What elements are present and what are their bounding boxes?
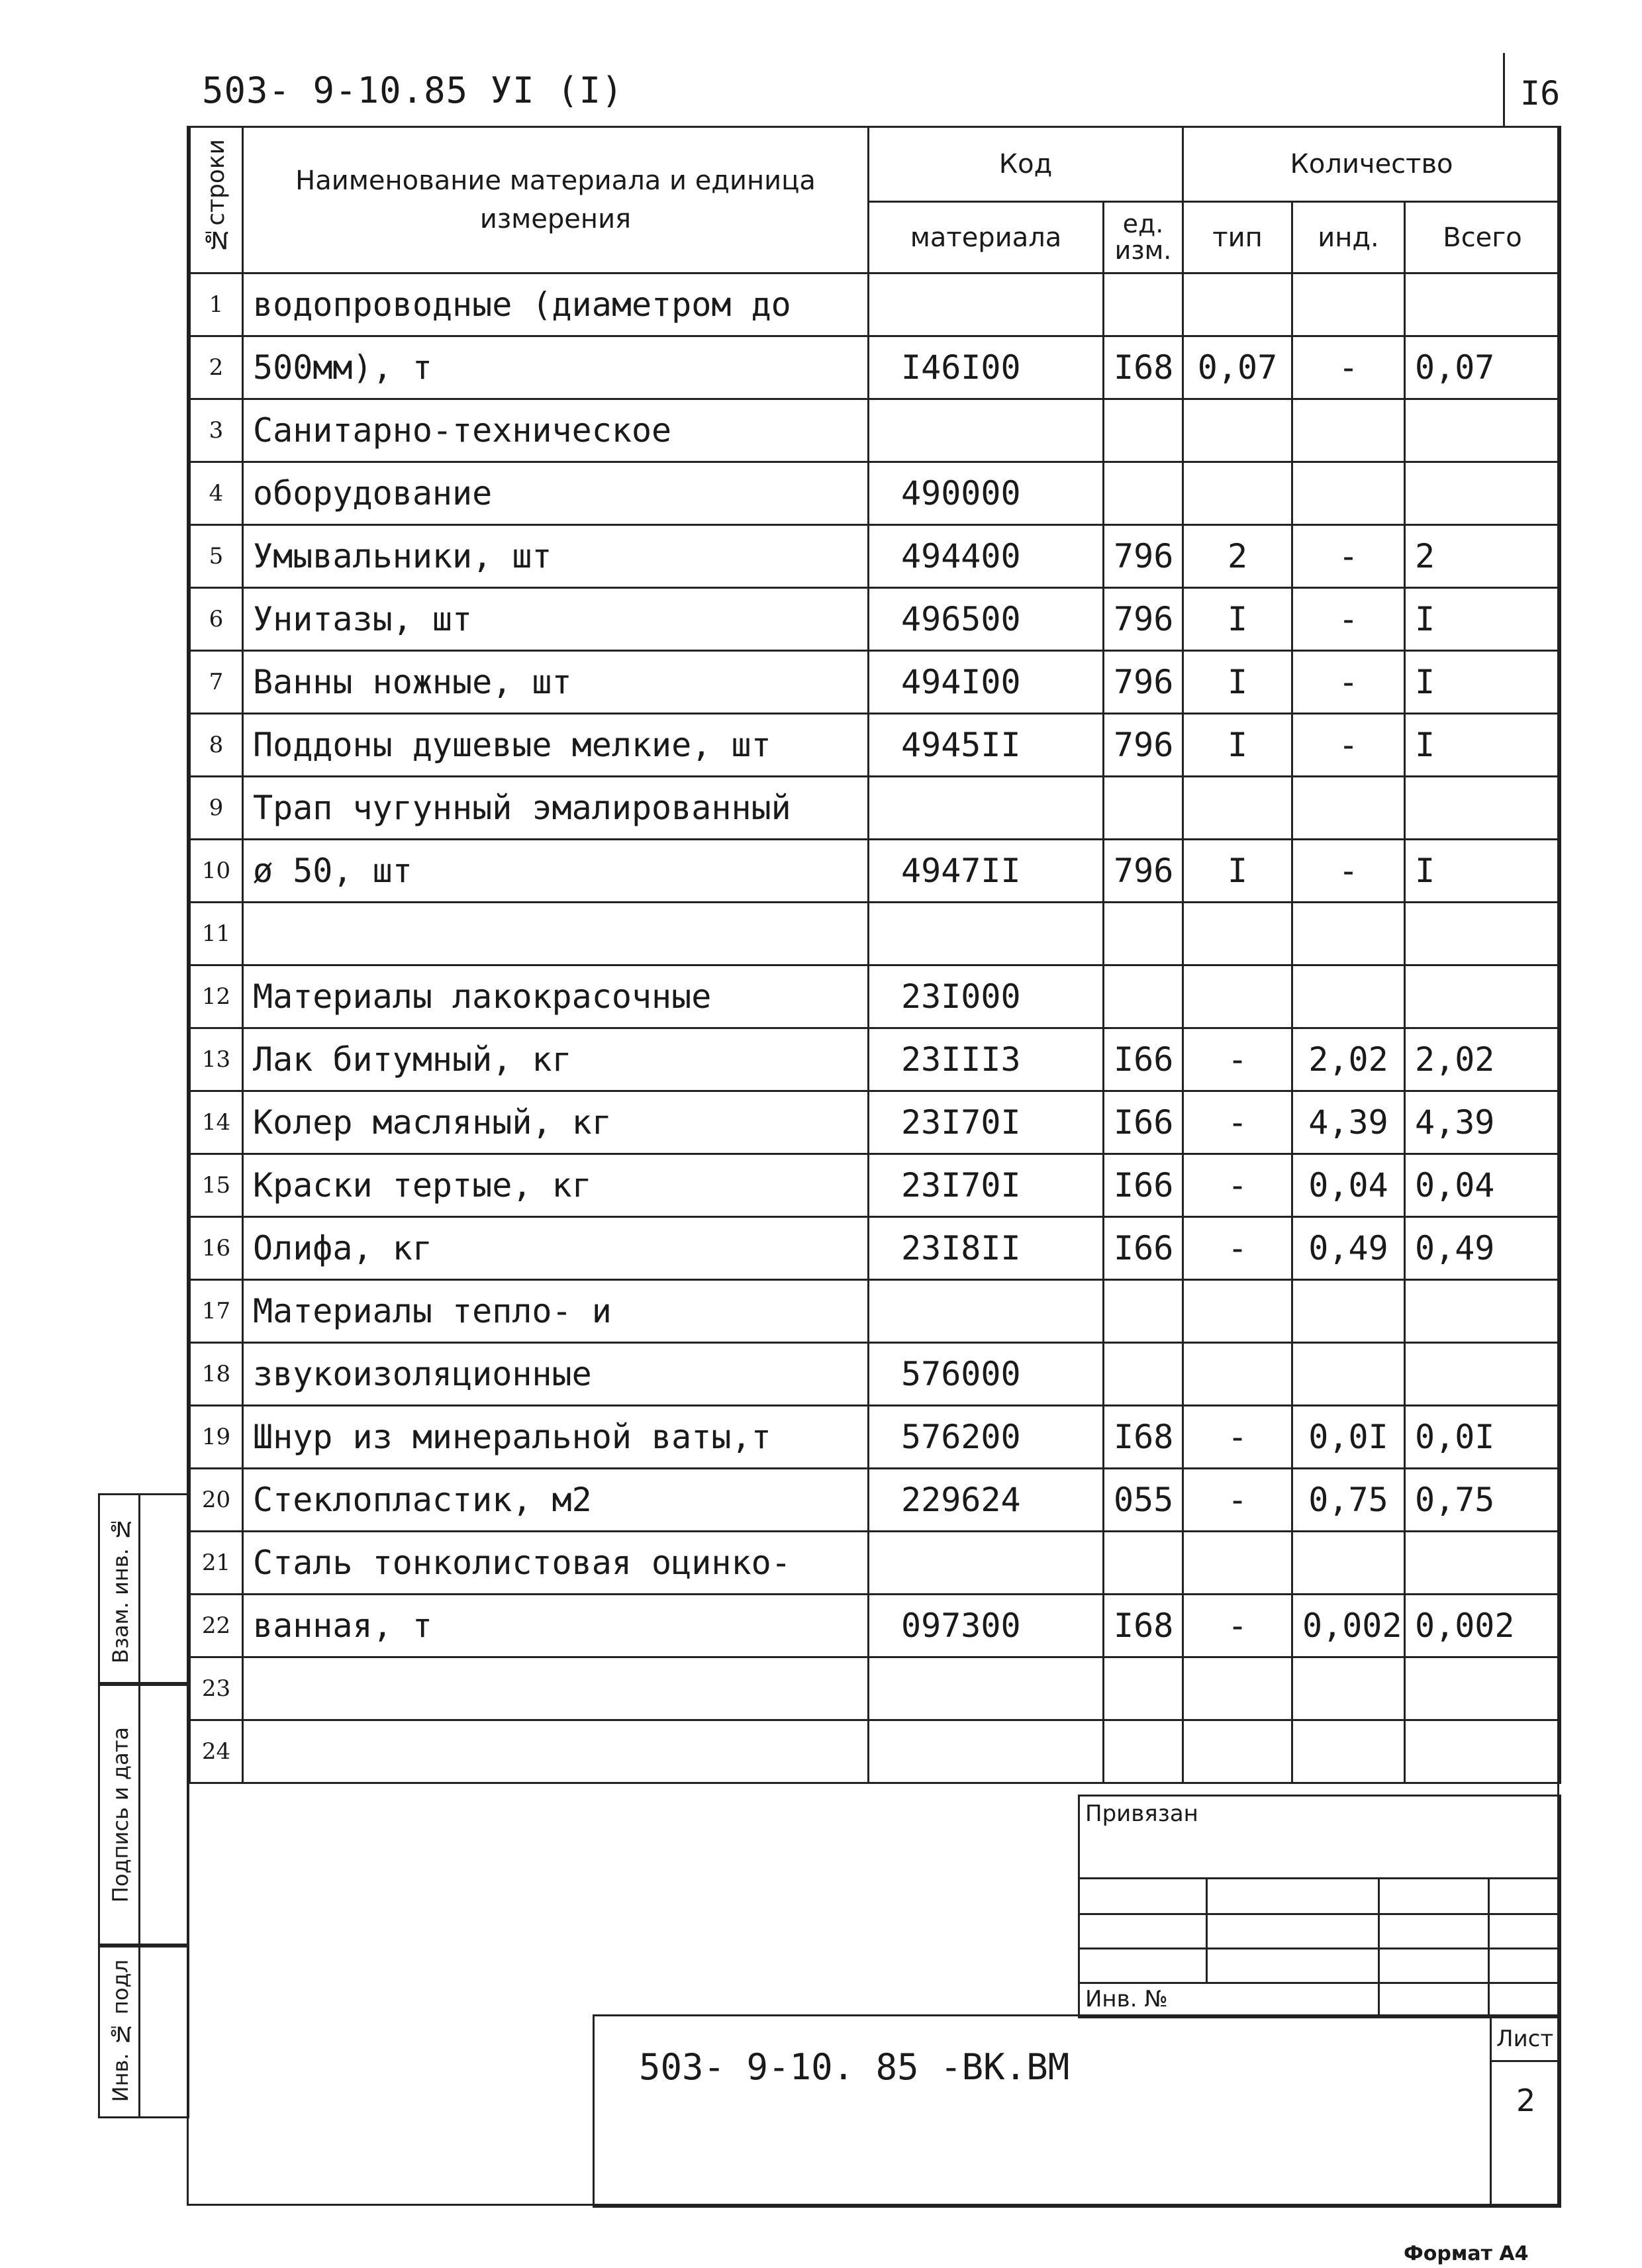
row-number: 15 — [190, 1154, 243, 1217]
unit-code: I68 — [1104, 336, 1183, 399]
total-subheader: Всего — [1405, 202, 1561, 273]
material-code — [869, 1720, 1104, 1783]
qty-type — [1183, 399, 1292, 462]
material-code: 496500 — [869, 588, 1104, 651]
table-row — [190, 1532, 1561, 1595]
qty-ind — [1292, 1532, 1405, 1595]
unit-code — [1104, 903, 1183, 965]
unit-code — [1104, 1343, 1183, 1406]
row-number: 9 — [190, 777, 243, 840]
qty-type: - — [1183, 1469, 1292, 1532]
table-row — [190, 1028, 1561, 1091]
material-code — [869, 903, 1104, 965]
row-number: 19 — [190, 1406, 243, 1469]
table-row — [190, 1720, 1561, 1783]
table-row — [190, 588, 1561, 651]
table-row — [190, 1657, 1561, 1720]
qty-ind — [1292, 777, 1405, 840]
attached-label: Привязан — [1085, 1800, 1198, 1827]
qty-type: - — [1183, 1154, 1292, 1217]
unit-code: I68 — [1104, 1406, 1183, 1469]
qty-total — [1405, 777, 1561, 840]
material-name: Олифа, кг — [243, 1217, 869, 1280]
material-name: Стеклопластик, м2 — [243, 1469, 869, 1532]
qty-type — [1183, 1657, 1292, 1720]
material-code: 494I00 — [869, 651, 1104, 714]
unit-code: I66 — [1104, 1217, 1183, 1280]
unit-code: 796 — [1104, 840, 1183, 903]
unit-code — [1104, 1280, 1183, 1343]
qty-type — [1183, 1280, 1292, 1343]
qty-total — [1405, 1657, 1561, 1720]
row-number: 16 — [190, 1217, 243, 1280]
unit-code — [1104, 1720, 1183, 1783]
material-name: Сталь тонколистовая оцинко- — [243, 1532, 869, 1595]
qty-type — [1183, 1343, 1292, 1406]
qty-ind — [1292, 903, 1405, 965]
qty-type: - — [1183, 1028, 1292, 1091]
qty-type: 0,07 — [1183, 336, 1292, 399]
row-number: 24 — [190, 1720, 243, 1783]
material-code: 576000 — [869, 1343, 1104, 1406]
unit-code — [1104, 965, 1183, 1028]
material-name — [243, 1657, 869, 1720]
table-row — [190, 1154, 1561, 1217]
table-row — [190, 714, 1561, 777]
title-block — [593, 2014, 1561, 2208]
qty-ind — [1292, 1657, 1405, 1720]
unit-code: I66 — [1104, 1154, 1183, 1217]
material-name: Умывальники, шт — [243, 525, 869, 588]
qty-ind — [1292, 273, 1405, 336]
material-code: 23I000 — [869, 965, 1104, 1028]
material-code: 097300 — [869, 1595, 1104, 1657]
qty-total: 2 — [1405, 525, 1561, 588]
ind-subheader: инд. — [1292, 202, 1405, 273]
qty-type — [1183, 1720, 1292, 1783]
row-number: 20 — [190, 1469, 243, 1532]
qty-ind: 0,002 — [1292, 1595, 1405, 1657]
qty-total: I — [1405, 714, 1561, 777]
qty-total: I — [1405, 840, 1561, 903]
row-number: 17 — [190, 1280, 243, 1343]
table-row — [190, 336, 1561, 399]
unit-code — [1104, 399, 1183, 462]
qty-ind: 0,0I — [1292, 1406, 1405, 1469]
qty-ind: 0,75 — [1292, 1469, 1405, 1532]
qty-total: 2,02 — [1405, 1028, 1561, 1091]
side-stamp-inv-zam: Взам. инв. № — [98, 1493, 189, 1686]
qty-ind: - — [1292, 525, 1405, 588]
material-code: 23I70I — [869, 1154, 1104, 1217]
format-label: Формат А4 — [1404, 2242, 1529, 2265]
unit-code: 796 — [1104, 525, 1183, 588]
qty-ind: - — [1292, 336, 1405, 399]
qty-total: 0,07 — [1405, 336, 1561, 399]
material-name: Материалы тепло- и — [243, 1280, 869, 1343]
table-row — [190, 1217, 1561, 1280]
unit-code: 796 — [1104, 714, 1183, 777]
qty-total: 0,49 — [1405, 1217, 1561, 1280]
qty-total: I — [1405, 588, 1561, 651]
table-row — [190, 1091, 1561, 1154]
unit-code — [1104, 1657, 1183, 1720]
table-row — [190, 840, 1561, 903]
qty-type: I — [1183, 588, 1292, 651]
material-code: 23I70I — [869, 1091, 1104, 1154]
material-name: водопроводные (диаметром до — [243, 273, 869, 336]
table-row — [190, 651, 1561, 714]
qty-total — [1405, 462, 1561, 525]
qty-type: I — [1183, 651, 1292, 714]
material-name: Краски тертые, кг — [243, 1154, 869, 1217]
row-number: 10 — [190, 840, 243, 903]
qty-type: - — [1183, 1091, 1292, 1154]
row-number: 22 — [190, 1595, 243, 1657]
qty-ind: 0,04 — [1292, 1154, 1405, 1217]
qty-ind — [1292, 1343, 1405, 1406]
row-number: 1 — [190, 273, 243, 336]
material-code — [869, 1280, 1104, 1343]
qty-type — [1183, 777, 1292, 840]
material-name: Санитарно-техническое — [243, 399, 869, 462]
qty-type — [1183, 273, 1292, 336]
material-code — [869, 273, 1104, 336]
drawing-code: 503- 9-10. 85 -ВК.ВМ — [639, 2046, 1070, 2088]
material-name: Шнур из минеральной ваты,т — [243, 1406, 869, 1469]
row-number: 8 — [190, 714, 243, 777]
material-name: Унитазы, шт — [243, 588, 869, 651]
unit-code: I68 — [1104, 1595, 1183, 1657]
qty-type: - — [1183, 1406, 1292, 1469]
table-row — [190, 1343, 1561, 1406]
row-number: 21 — [190, 1532, 243, 1595]
material-name: звукоизоляционные — [243, 1343, 869, 1406]
qty-type: I — [1183, 714, 1292, 777]
qty-type: - — [1183, 1217, 1292, 1280]
page-number: I6 — [1520, 74, 1561, 113]
qty-type: I — [1183, 840, 1292, 903]
table-row — [190, 1280, 1561, 1343]
qty-ind — [1292, 462, 1405, 525]
side-stamp-sign-date: Подпись и дата — [98, 1682, 189, 1948]
material-code: 4945II — [869, 714, 1104, 777]
page-divider — [1503, 53, 1505, 126]
material-code — [869, 1532, 1104, 1595]
qty-total — [1405, 965, 1561, 1028]
qty-type: - — [1183, 1595, 1292, 1657]
quantity-header: Количество — [1183, 127, 1561, 202]
qty-ind — [1292, 1280, 1405, 1343]
table-row — [190, 777, 1561, 840]
code-header: Код — [869, 127, 1183, 202]
material-name: ø 50, шт — [243, 840, 869, 903]
qty-total — [1405, 273, 1561, 336]
row-number: 14 — [190, 1091, 243, 1154]
material-name: Поддоны душевые мелкие, шт — [243, 714, 869, 777]
unit-code — [1104, 273, 1183, 336]
table-row — [190, 1595, 1561, 1657]
material-code — [869, 777, 1104, 840]
row-number: 13 — [190, 1028, 243, 1091]
sheet-label: Лист — [1496, 2026, 1554, 2052]
row-number: 18 — [190, 1343, 243, 1406]
name-header: Наименование материала и единица измерения — [243, 127, 869, 273]
table-row — [190, 399, 1561, 462]
material-name: Материалы лакокрасочные — [243, 965, 869, 1028]
material-code: I46I00 — [869, 336, 1104, 399]
material-name: ванная, т — [243, 1595, 869, 1657]
row-number: 7 — [190, 651, 243, 714]
row-number: 2 — [190, 336, 243, 399]
table-row — [190, 1469, 1561, 1532]
material-code: 490000 — [869, 462, 1104, 525]
qty-total: 0,75 — [1405, 1469, 1561, 1532]
material-code: 576200 — [869, 1406, 1104, 1469]
qty-total: 0,0I — [1405, 1406, 1561, 1469]
material-name: Лак битумный, кг — [243, 1028, 869, 1091]
qty-total: I — [1405, 651, 1561, 714]
material-name — [243, 903, 869, 965]
row-number: 3 — [190, 399, 243, 462]
qty-ind: 2,02 — [1292, 1028, 1405, 1091]
qty-type — [1183, 903, 1292, 965]
qty-type — [1183, 965, 1292, 1028]
material-code: 23I8II — [869, 1217, 1104, 1280]
qty-ind: - — [1292, 651, 1405, 714]
document-code: 503- 9-10.85 УI (I) — [202, 70, 624, 111]
row-number-header: №строки — [190, 127, 243, 273]
material-code: 229624 — [869, 1469, 1104, 1532]
material-name: Ванны ножные, шт — [243, 651, 869, 714]
row-number: 12 — [190, 965, 243, 1028]
material-name — [243, 1720, 869, 1783]
row-number: 6 — [190, 588, 243, 651]
qty-total — [1405, 1720, 1561, 1783]
material-name: оборудование — [243, 462, 869, 525]
table-row — [190, 965, 1561, 1028]
unit-code: I66 — [1104, 1028, 1183, 1091]
qty-total — [1405, 1343, 1561, 1406]
side-stamp-inv-podl: Инв. № подл — [98, 1944, 189, 2118]
material-name: Трап чугунный эмалированный — [243, 777, 869, 840]
row-number: 4 — [190, 462, 243, 525]
qty-total — [1405, 1532, 1561, 1595]
qty-ind: - — [1292, 588, 1405, 651]
qty-ind: - — [1292, 840, 1405, 903]
qty-total — [1405, 1280, 1561, 1343]
qty-total: 4,39 — [1405, 1091, 1561, 1154]
unit-code — [1104, 1532, 1183, 1595]
qty-total: 0,002 — [1405, 1595, 1561, 1657]
row-number: 23 — [190, 1657, 243, 1720]
qty-total — [1405, 903, 1561, 965]
qty-ind — [1292, 399, 1405, 462]
qty-ind — [1292, 965, 1405, 1028]
unit-code — [1104, 462, 1183, 525]
material-code: 23III3 — [869, 1028, 1104, 1091]
material-code-subheader: материала — [869, 202, 1104, 273]
table-row — [190, 462, 1561, 525]
unit-subheader: ед. изм. — [1104, 202, 1183, 273]
unit-code: 796 — [1104, 651, 1183, 714]
unit-code: 055 — [1104, 1469, 1183, 1532]
unit-code — [1104, 777, 1183, 840]
sheet-number: 2 — [1516, 2083, 1536, 2118]
unit-code: 796 — [1104, 588, 1183, 651]
inv-no-label: Инв. № — [1085, 1986, 1168, 2012]
material-name: Колер масляный, кг — [243, 1091, 869, 1154]
material-code: 4947II — [869, 840, 1104, 903]
table-header-row — [190, 127, 1561, 202]
unit-code: I66 — [1104, 1091, 1183, 1154]
material-code — [869, 1657, 1104, 1720]
qty-type — [1183, 1532, 1292, 1595]
table-row — [190, 903, 1561, 965]
materials-table — [189, 126, 1561, 1784]
material-code: 494400 — [869, 525, 1104, 588]
material-code — [869, 399, 1104, 462]
qty-total: 0,04 — [1405, 1154, 1561, 1217]
table-row — [190, 273, 1561, 336]
table-row — [190, 525, 1561, 588]
qty-ind: 0,49 — [1292, 1217, 1405, 1280]
qty-total — [1405, 399, 1561, 462]
qty-type: 2 — [1183, 525, 1292, 588]
row-number: 5 — [190, 525, 243, 588]
qty-type — [1183, 462, 1292, 525]
attached-block — [1078, 1795, 1561, 2018]
qty-ind — [1292, 1720, 1405, 1783]
row-number: 11 — [190, 903, 243, 965]
qty-ind: - — [1292, 714, 1405, 777]
material-name: 500мм), т — [243, 336, 869, 399]
qty-ind: 4,39 — [1292, 1091, 1405, 1154]
type-subheader: тип — [1183, 202, 1292, 273]
table-row — [190, 1406, 1561, 1469]
